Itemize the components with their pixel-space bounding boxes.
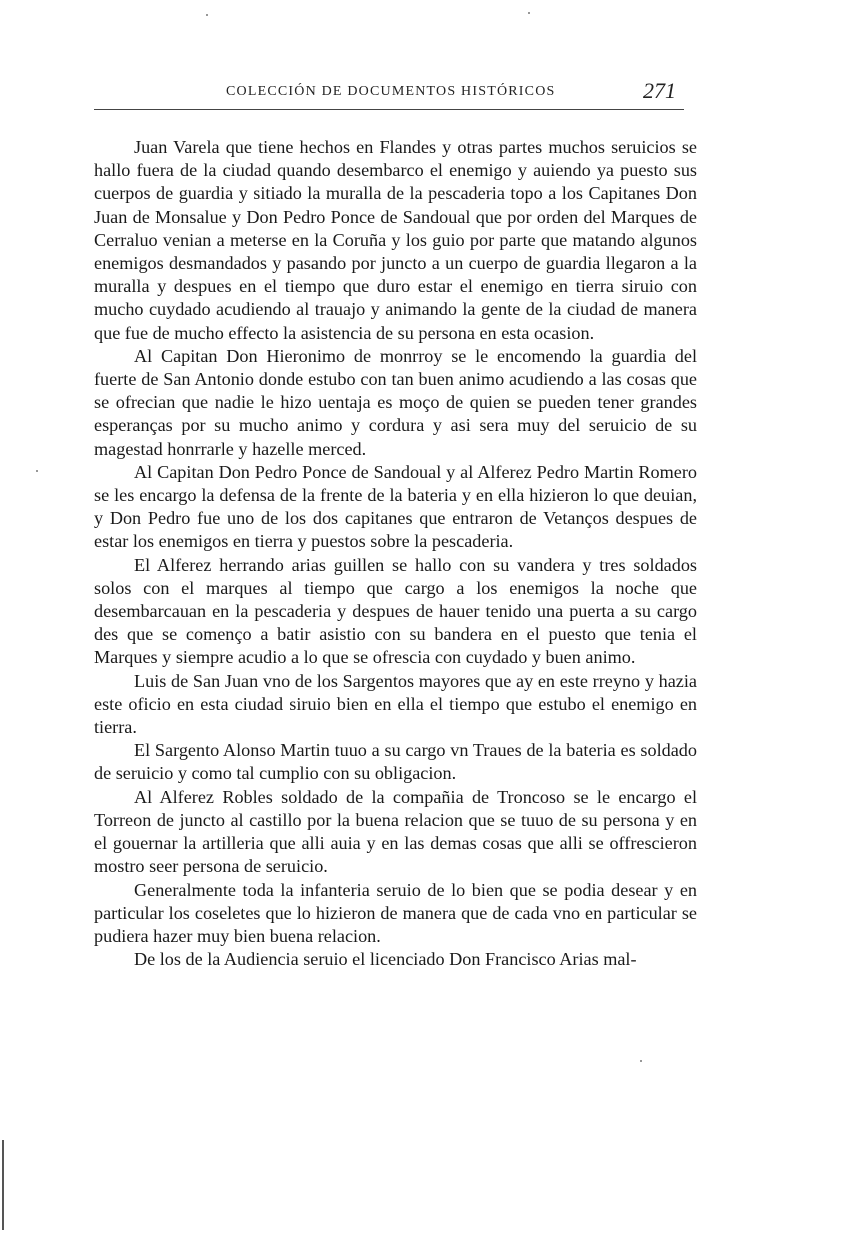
- header-rule: [94, 109, 684, 110]
- paragraph-luis-san-juan: Luis de San Juan vno de los Sargentos mayores que ay en este rreyno y hazia este oficio en esta ciudad siruio bien en ella el tiempo que estubo el enemigo en tierra.: [94, 670, 697, 738]
- body-text: [94, 136, 697, 971]
- page-number: 271: [643, 78, 676, 103]
- paragraph-hieronimo-monrroy: Al Capitan Don Hieronimo de monrroy se le encomendo la guardia del fuerte de San Antonio donde estubo con tan buen animo acudiendo a las cosas que se ofrecian que nadie le hizo uentaja es moço de quien se pueden tener grandes esperanças por su mucho animo y cordura y asi sera muy del seruicio de su magestad honrrarle y hazelle merced.: [94, 345, 697, 459]
- paragraph-juan-varela: Juan Varela que tiene hechos en Flandes y otras partes muchos seruicios se hallo fuera de la ciudad quando desembarco el enemigo y auiendo ya puesto sus cuerpos de guardia y sitiado la muralla de la pescaderia topo a los Capitanes Don Juan de Monsalue y Don Pedro Ponce de Sandoual que por orden del Marques de Cerraluo venian a meterse en la Coruña y los guio por parte que matando algunos enemigos desmandados y pasando por juncto a un cuerpo de guardia llegaron a la muralla y despues en el tiempo que duro estar el enemigo en tierra siruio con mucho cuydado acudiendo al trauajo y animando la gente de la ciudad de manera que fue de mucho effecto la asistencia de su persona en esta ocasion.: [94, 137, 697, 343]
- paragraph-alonso-martin: El Sargento Alonso Martin tuuo a su cargo vn Traues de la bateria es soldado de seruicio y como tal cumplio con su obligacion.: [94, 740, 697, 784]
- paragraph-infanteria: Generalmente toda la infanteria seruio de lo bien que se podia desear y en particular los coseletes que lo hizieron de manera que de cada vno en particular se pudiera hazer muy bien buena relacion.: [94, 879, 697, 946]
- scan-edge-mark: [2, 1140, 4, 1230]
- paragraph-alferez-robles: Al Alferez Robles soldado de la compañia de Troncoso se le encargo el Torreon de juncto al castillo por la buena relacion que se tuuo de su persona y en el gouernar la artilleria que alli auia y en las demas cosas que alli se offrescieron mostro seer persona de seruicio.: [94, 786, 697, 877]
- running-head: [94, 76, 684, 106]
- scan-speck: [206, 14, 208, 16]
- scan-speck: [528, 12, 530, 14]
- scan-speck: [640, 1060, 642, 1062]
- scan-speck: [36, 470, 38, 472]
- running-title: COLECCIÓN DE DOCUMENTOS HISTÓRICOS: [226, 84, 556, 99]
- paragraph-herrando-arias: El Alferez herrando arias guillen se hallo con su vandera y tres soldados solos con el marques al tiempo que cargo a los enemigos la noche que desembarcauan en la pescaderia y despues de hauer tenido una puerta a su cargo des que se començo a batir asistio con su bandera en el puesto que tenia el Marques y siempre acudio a lo que se ofrescia con cuydado y buen animo.: [94, 554, 697, 668]
- paragraph-pedro-ponce: Al Capitan Don Pedro Ponce de Sandoual y al Alferez Pedro Martin Romero se les encargo la defensa de la frente de la bateria y en ella hizieron lo que deuian, y Don Pedro fue uno de los dos capitanes que entraron de Vetanços despues de estar los enemigos en tierra y puestos sobre la pescaderia.: [94, 461, 697, 552]
- paragraph-audiencia: De los de la Audiencia seruio el licenciado Don Francisco Arias mal-: [134, 949, 637, 970]
